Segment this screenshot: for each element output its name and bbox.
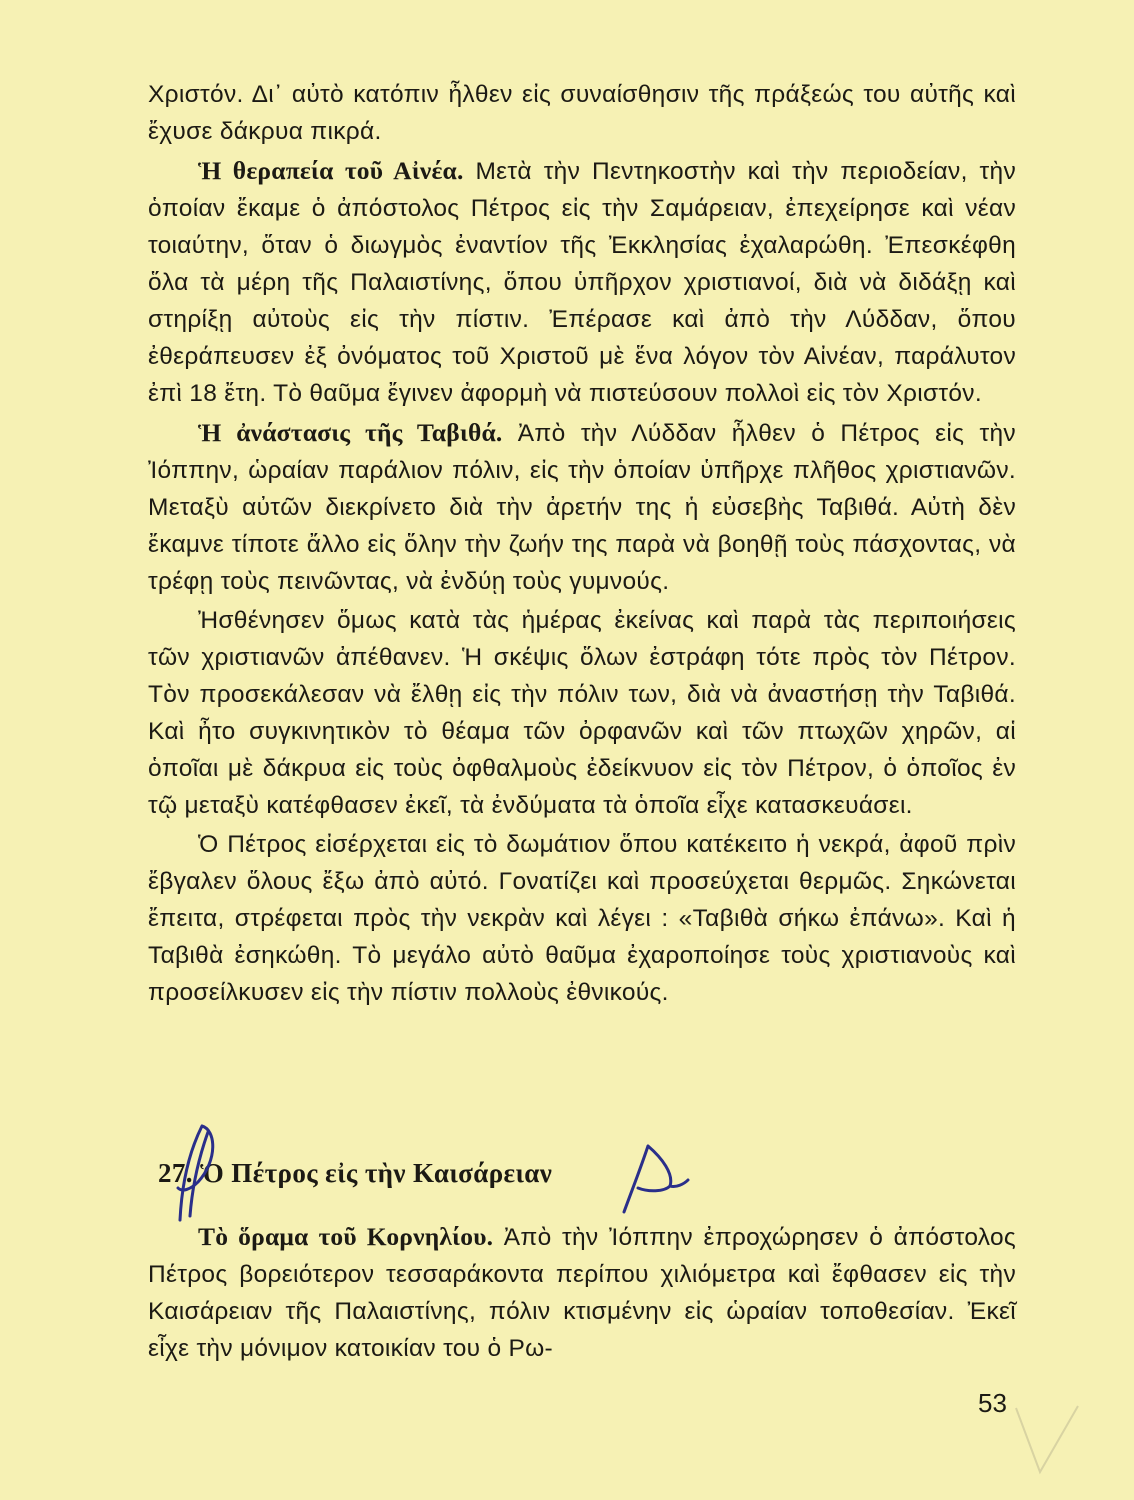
paragraph-aineas (148, 152, 1016, 412)
paragraph-cornelius (148, 1218, 1016, 1367)
page-number: 53 (978, 1388, 1007, 1418)
run-in-heading-aineas: Ἡ θεραπεία τοῦ Αἰνέα. (198, 156, 464, 185)
handwritten-annotation-right (618, 1140, 698, 1220)
paragraph-tabitha-body: Ἀπὸ τὴν Λύδδαν ἦλθεν ὁ Πέτρος εἰς τὴν Ἰόππην, ὡραίαν παράλιον πόλιν, εἰς τὴν ὁποίαν ὑπῆρχε πλῆθος χριστιανῶν. Μεταξὺ αὐτῶν διεκρίνετο διὰ τὴν ἀρετήν της ἡ εὐσεβὴς Ταβιθά. Αὐτὴ δὲν ἔκαμνε τίποτε ἄλλο εἰς ὅλην τὴν ζωήν της παρὰ νὰ βοηθῇ τοὺς πάσχοντας, νὰ τρέφῃ τοὺς πεινῶντας, νὰ ἐνδύῃ τοὺς γυμνούς. (148, 420, 1016, 595)
run-in-heading-cornelius: Τὸ ὅραμα τοῦ Κορνηλίου. (198, 1222, 494, 1251)
paragraph-aineas-body: Μετὰ τὴν Πεντηκοστὴν καὶ τὴν περιοδείαν, τὴν ὁποίαν ἔκαμε ὁ ἀπόστολος Πέτρος εἰς τὴν Σαμάρειαν, ἐπεχείρησε καὶ νέαν τοιαύτην, ὅταν ὁ διωγμὸς ἐναντίον τῆς Ἐκκλησίας ἐχαλαρώθη. Ἐπεσκέφθη ὅλα τὰ μέρη τῆς Παλαιστίνης, ὅπου ὑπῆρχον χριστιανοί, διὰ νὰ διδάξῃ καὶ στηρίξῃ αὐτοὺς εἰς τὴν πίστιν. Ἐπέρασε καὶ ἀπὸ τὴν Λύδδαν, ὅπου ἐθεράπευσεν ἐξ ὀνόματος τοῦ Χριστοῦ μὲ ἕνα λόγον τὸν Αἰνέαν, παράλυτον ἐπὶ 18 ἔτη. Τὸ θαῦμα ἔγινεν ἀφορμὴ νὰ πιστεύσουν πολλοὶ εἰς τὸν Χριστόν. (148, 158, 1017, 407)
run-in-heading-tabitha: Ἡ ἀνάστασις τῆς Ταβιθά. (198, 418, 503, 447)
paragraph-death: Ἠσθένησεν ὅμως κατὰ τὰς ἡμέρας ἐκείνας καὶ παρὰ τὰς περιποιήσεις τῶν χριστιανῶν ἀπέθανεν. Ἡ σκέψις ὅλων ἐστράφη τότε πρὸς τὸν Πέτρον. Τὸν προσεκάλεσαν νὰ ἔλθῃ εἰς τὴν πόλιν των, διὰ νὰ ἀναστήσῃ τὴν Ταβιθά. Καὶ ἦτο συγκινητικὸν τὸ θέαμα τῶν ὀρφανῶν καὶ τῶν πτωχῶν χηρῶν, αἱ ὁποῖαι μὲ δάκρυα εἰς τοὺς ὀφθαλμοὺς ἐδείκνυον εἰς τὸν Πέτρον, ὁ ὁποῖος ἐν τῷ μεταξὺ κατέφθασεν ἐκεῖ, τὰ ἐνδύματα τὰ ὁποῖα εἶχε κατασκευάσει. (148, 607, 1016, 819)
paragraph-continuation: Χριστόν. Δι᾽ αὐτὸ κατόπιν ἦλθεν εἰς συναίσθησιν τῆς πράξεώς του αὐτῆς καὶ ἔχυσε δάκρυα πικρά. (148, 81, 1016, 145)
section-body (148, 1218, 1016, 1367)
body-text (148, 76, 1016, 1011)
section-title: Ὁ Πέτρος εἰς τὴν Καισάρειαν (200, 1158, 553, 1188)
paragraph-cornelius-body: Ἀπὸ τὴν Ἰόππην ἐπροχώρησεν ὁ ἀπόστολος Πέτρος βορειότερον τεσσαράκοντα περίπου χιλιόμετρα καὶ ἔφθασεν εἰς τὴν Καισάρειαν τῆς Παλαιστίνης, πόλιν κτισμένην εἰς ὡραίαν τοποθεσίαν. Ἐκεῖ εἶχε τὴν μόνιμον κατοικίαν του ὁ Ρω- (148, 1224, 1016, 1362)
handwritten-annotation-left (168, 1120, 228, 1230)
paragraph-resurrection: Ὁ Πέτρος εἰσέρχεται εἰς τὸ δωμάτιον ὅπου κατέκειτο ἡ νεκρά, ἀφοῦ πρὶν ἔβγαλεν ὅλους ἔξω ἀπὸ αὐτό. Γονατίζει καὶ προσεύχεται θερμῶς. Σηκώνεται ἔπειτα, στρέφεται πρὸς τὴν νεκρὰν καὶ λέγει : «Ταβιθὰ σήκω ἐπάνω». Καὶ ἡ Ταβιθὰ ἐσηκώθη. Τὸ μεγάλο αὐτὸ θαῦμα ἐχαροποίησε τοὺς χριστιανοὺς καὶ προσείλκυσεν εἰς τὴν πίστιν πολλοὺς ἐθνικούς. (148, 831, 1016, 1006)
bleed-through-mark (1010, 1400, 1090, 1480)
section-number: 27. (158, 1158, 193, 1188)
paragraph-tabitha (148, 414, 1016, 600)
